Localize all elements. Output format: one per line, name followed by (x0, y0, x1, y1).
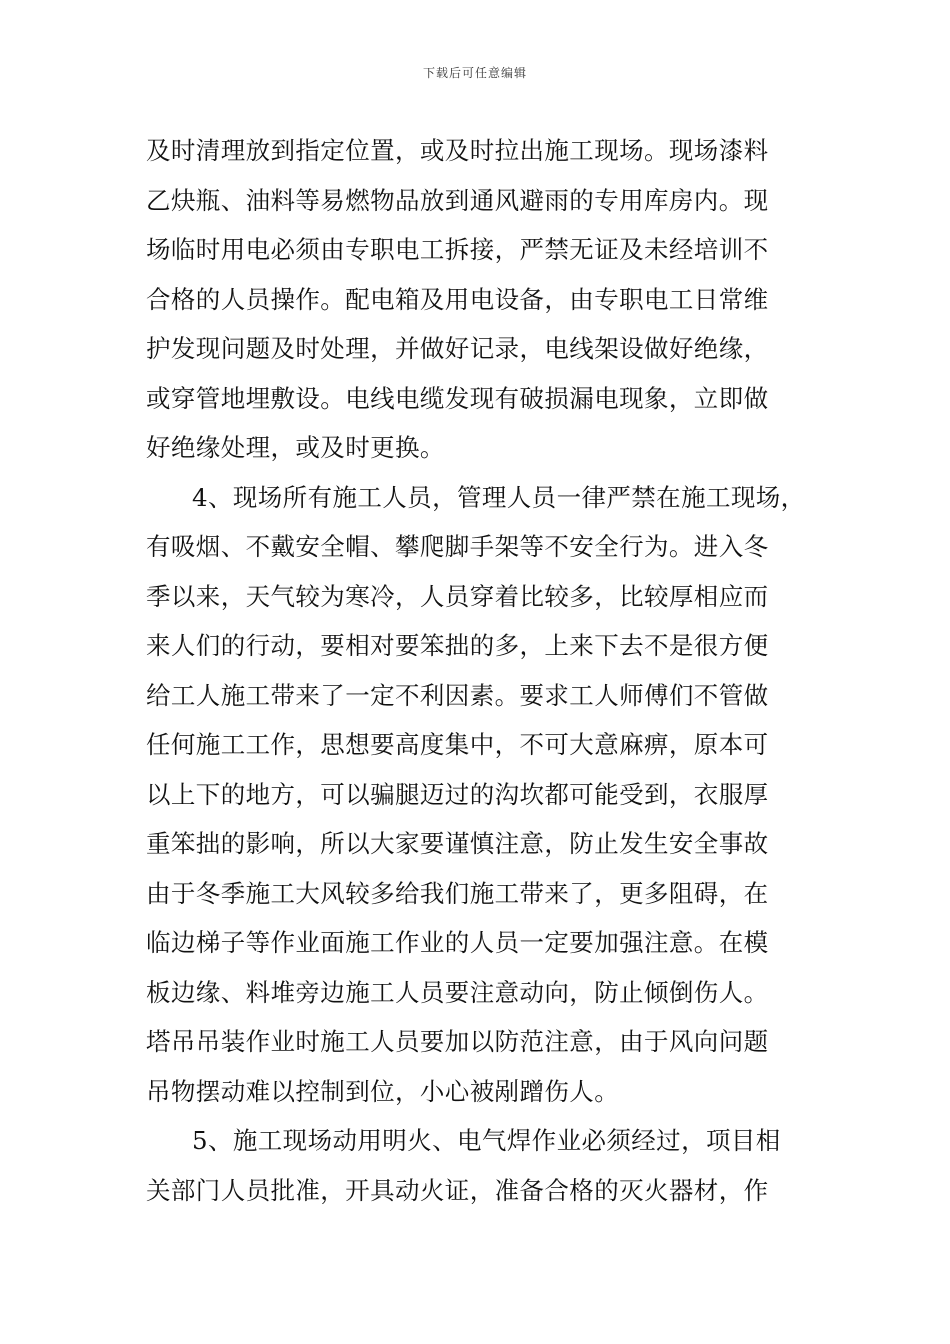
page-header: 下载后可任意编辑 (422, 66, 527, 80)
text-line: 以上下的地方，可以骗腿迈过的沟坎都可能受到，衣服厚 (146, 779, 769, 809)
text-line: 护发现问题及时处理，并做好记录，电线架设做好绝缘， (146, 334, 769, 363)
text-line: 合格的人员操作。配电箱及用电设备，由专职电工日常维 (146, 284, 769, 314)
text-line: 有吸烟、不戴安全帽、攀爬脚手架等不安全行为。进入冬 (146, 532, 769, 561)
paragraph-start-line: 4、现场所有施工人员，管理人员一律严禁在施工现场， (192, 482, 806, 512)
text-line: 关部门人员批准，开具动火证，准备合格的灭火器材，作 (146, 1175, 769, 1205)
text-line: 重笨拙的影响，所以大家要谨慎注意，防止发生安全事故 (146, 829, 769, 858)
text-line: 乙炔瓶、油料等易燃物品放到通风避雨的专用库房内。现 (146, 185, 769, 215)
text-line: 塔吊吊装作业时施工人员要加以防范注意，由于风向问题 (146, 1027, 769, 1056)
text-line: 由于冬季施工大风较多给我们施工带来了，更多阻碍，在 (146, 878, 769, 908)
text-line: 好绝缘处理，或及时更换。 (146, 433, 445, 462)
document-body (146, 126, 810, 1215)
text-line: 临边梯子等作业面施工作业的人员一定要加强注意。在模 (146, 928, 769, 957)
text-line: 场临时用电必须由专职电工拆接，严禁无证及未经培训不 (146, 235, 769, 264)
text-line: 板边缘、料堆旁边施工人员要注意动向，防止倾倒伤人。 (146, 977, 769, 1007)
text-line: 来人们的行动，要相对要笨拙的多，上来下去不是很方便 (146, 631, 769, 660)
text-line: 吊物摆动难以控制到位，小心被剐蹭伤人。 (146, 1076, 620, 1106)
paragraph-start-line: 5、施工现场动用明火、电气焊作业必须经过，项目相 (192, 1126, 781, 1155)
text-line: 或穿管地埋敷设。电线电缆发现有破损漏电现象，立即做 (146, 383, 769, 413)
text-line: 给工人施工带来了一定不利因素。要求工人师傅们不管做 (146, 680, 769, 710)
text-line: 季以来，天气较为寒冷，人员穿着比较多，比较厚相应而 (146, 581, 769, 611)
text-line: 及时清理放到指定位置，或及时拉出施工现场。现场漆料 (146, 136, 769, 165)
text-line: 任何施工工作，思想要高度集中，不可大意麻痹，原本可 (146, 730, 769, 759)
